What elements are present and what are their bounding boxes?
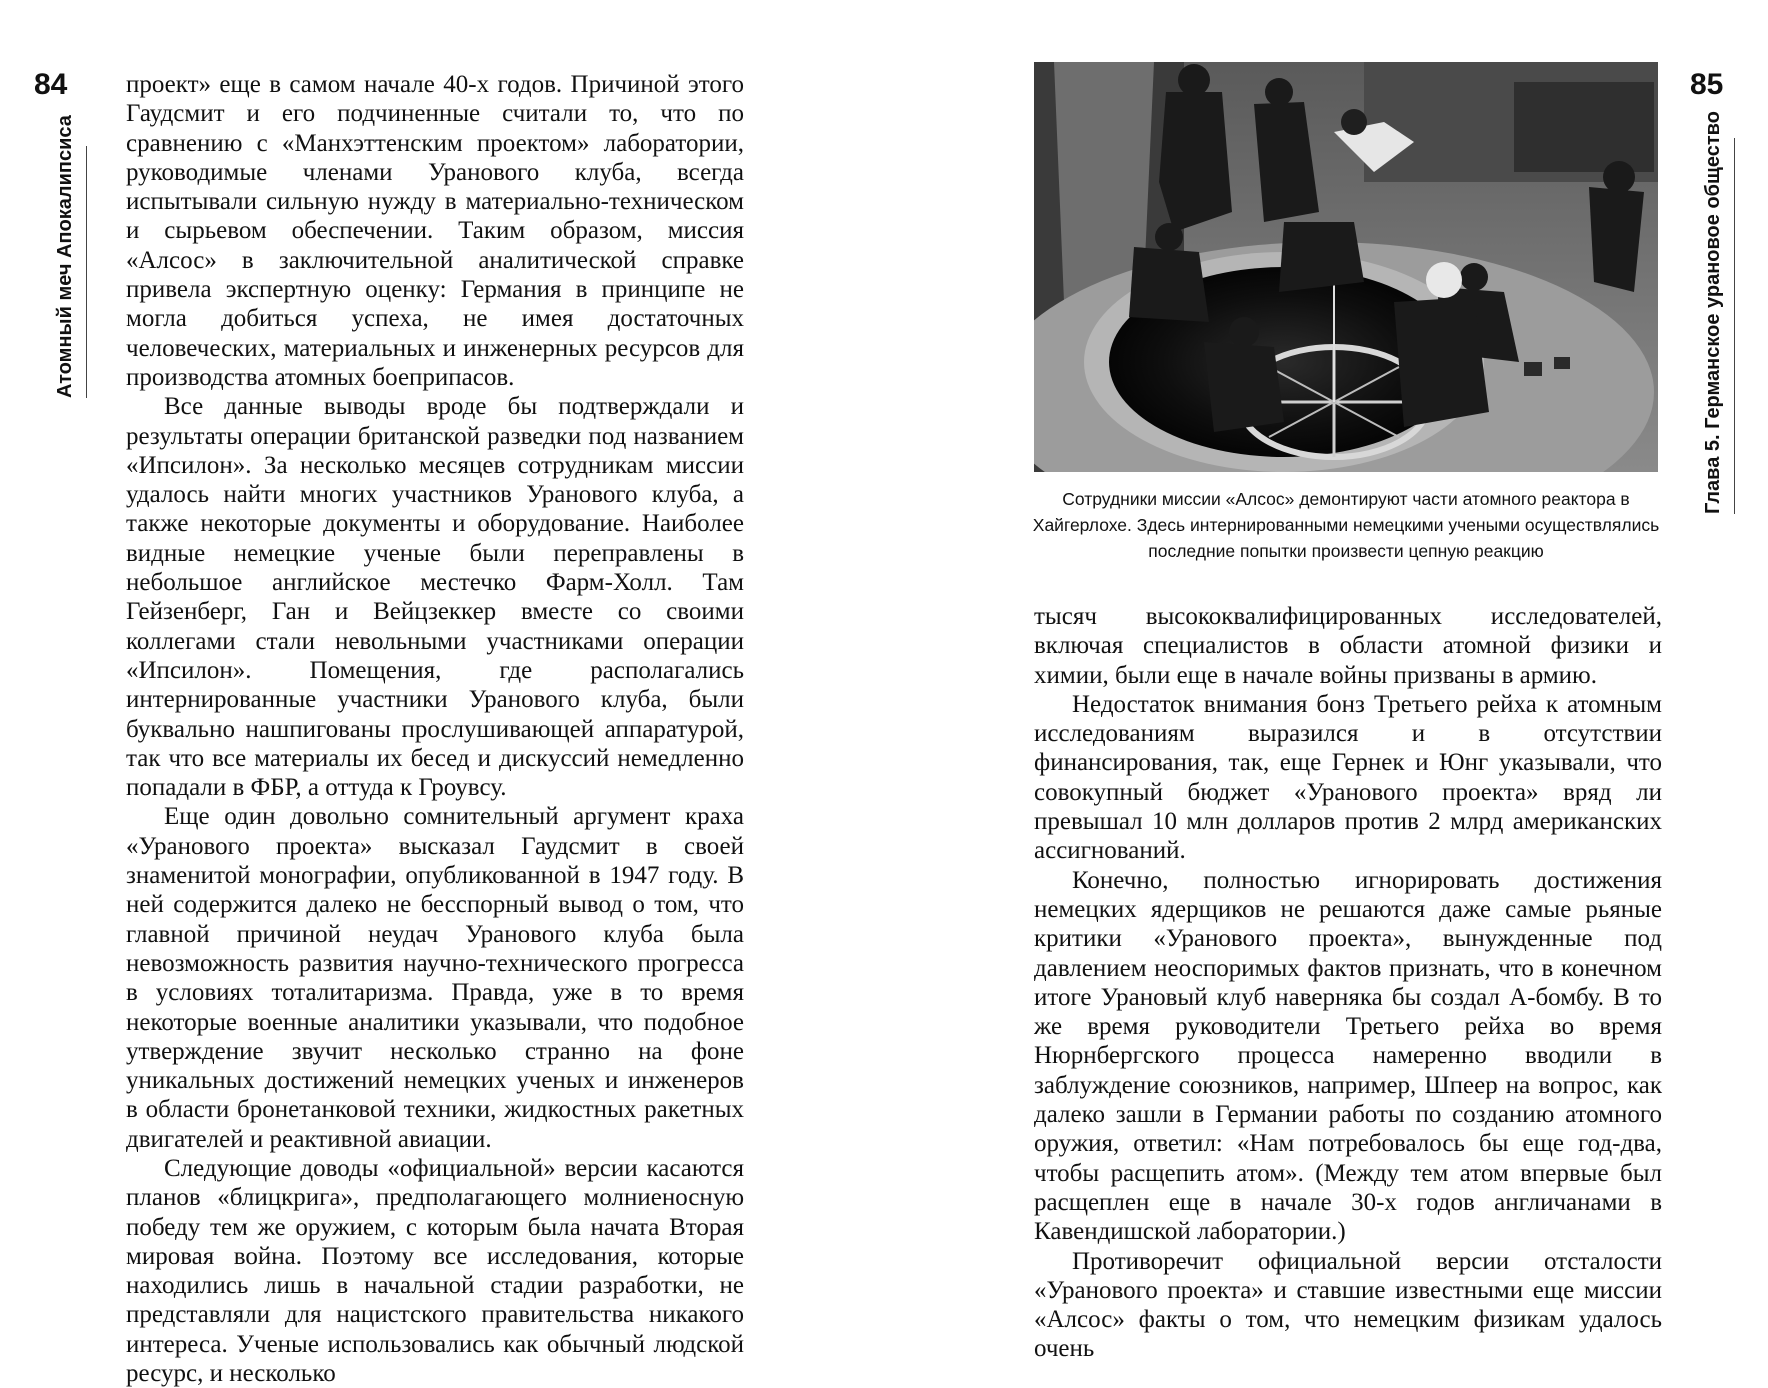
left-page-number: 84	[34, 68, 68, 101]
left-running-head: Атомный меч Апокалипсиса	[54, 115, 76, 398]
right-paragraph: Конечно, полностью игнорировать достижения немецких ядерщиков не решаются даже самые рьяные критики «Уранового проекта», вынужденные под давлением неоспоримых фактов признать, что в конечном итоге Урановый клуб наверняка бы создал А-бомбу. В то же время руководители Третьего рейха во время Нюрнбергского процесса намеренно вводили в заблуждение союзников, например, Шпеер на вопрос, как далеко зашли в Германии работы по созданию атомного оружия, ответил: «Нам потребовалось бы еще год-два, чтобы расщепить атом». (Между тем атом впервые был расщеплен еще в начале 30-х годов англичанами в Кавендишской лаборатории.)	[1034, 866, 1662, 1246]
left-text-column	[126, 70, 744, 1388]
right-running-head: Глава 5. Германское урановое общество	[1702, 111, 1724, 514]
right-running-head-rule	[1734, 138, 1735, 514]
right-paragraph: тысяч высококвалифицированных исследователей, включая специалистов в области атомной физики и химии, были еще в начале войны призваны в армию.	[1034, 603, 1662, 689]
right-paragraph: Противоречит официальной версии отсталости «Уранового проекта» и ставшие известными еще миссии «Алсос» факты о том, что немецким физикам удалось очень	[1034, 1247, 1662, 1363]
left-running-head-rule	[86, 146, 87, 398]
left-paragraph: Все данные выводы вроде бы подтверждали и результаты операции британской разведки под названием «Ипсилон». За несколько месяцев сотрудникам миссии удалось найти многих участников Уранового клуба, а также некоторые документы и оборудование. Наиболее видные немецкие ученые были переправлены в небольшое английское местечко Фарм-Холл. Там Гейзенберг, Ган и Вейцзеккер вместе со своими коллегами стали невольными участниками операции «Ипсилон». Помещения, где располагались интернированные участники Уранового клуба, были буквально нашпигованы прослушивающей аппаратурой, так что все материалы их бесед и дискуссий немедленно попадали в ФБР, а оттуда к Гроувсу.	[126, 393, 744, 802]
reactor-dismantling-photo	[1034, 62, 1658, 472]
left-paragraph: Еще один довольно сомнительный аргумент краха «Уранового проекта» высказал Гаудсмит в своей знаменитой монографии, опубликованной в 1947 году. В ней содержится далеко не бесспорный вывод о том, что главной причиной неудач Уранового клуба была невозможность развития научно-технического прогресса в условиях тоталитаризма. Правда, уже в то время некоторые военные аналитики указывали, что подобное утверждение звучит несколько странно на фоне уникальных достижений немецких ученых и инженеров в области бронетанковой техники, жидкостных ракетных двигателей и реактивной авиации.	[126, 803, 744, 1153]
photo-caption: Сотрудники миссии «Алсос» демонтируют части атомного реактора в Хайгерлохе. Здесь интернированными немецкими учеными осуществлялись последние попытки произвести цепную реакцию	[1032, 489, 1660, 561]
left-paragraph: Следующие доводы «официальной» версии касаются планов «блицкрига», предполагающего молниеносную победу тем же оружием, с которым была начата Вторая мировая война. Поэтому все исследования, которые находились лишь в начальной стадии разработки, не представляли для нацистского правительства никакого интереса. Ученые использовались как обычный людской ресурс, и несколько	[126, 1154, 744, 1388]
right-text-column	[1034, 602, 1662, 1364]
right-page-number: 85	[1690, 68, 1724, 101]
left-paragraph: проект» еще в самом начале 40-х годов. Причиной этого Гаудсмит и его подчиненные считали то, что по сравнению с «Манхэттенским проектом» лаборатории, руководимые членами Уранового клуба, всегда испытывали сильную нужду в материально-техническом и сырьевом обеспечении. Таким образом, миссия «Алсос» в заключительной аналитической справке привела экспертную оценку: Германия в принципе не могла добиться успеха, не имея достаточных человеческих, материальных и инженерных ресурсов для производства атомных боеприпасов.	[126, 71, 744, 391]
right-paragraph: Недостаток внимания бонз Третьего рейха к атомным исследованиям выразился и в отсутствии финансирования, так, еще Гернек и Юнг указывали, что совокупный бюджет «Уранового проекта» вряд ли превышал 10 млн долларов против 2 млрд американских ассигнований.	[1034, 690, 1662, 865]
